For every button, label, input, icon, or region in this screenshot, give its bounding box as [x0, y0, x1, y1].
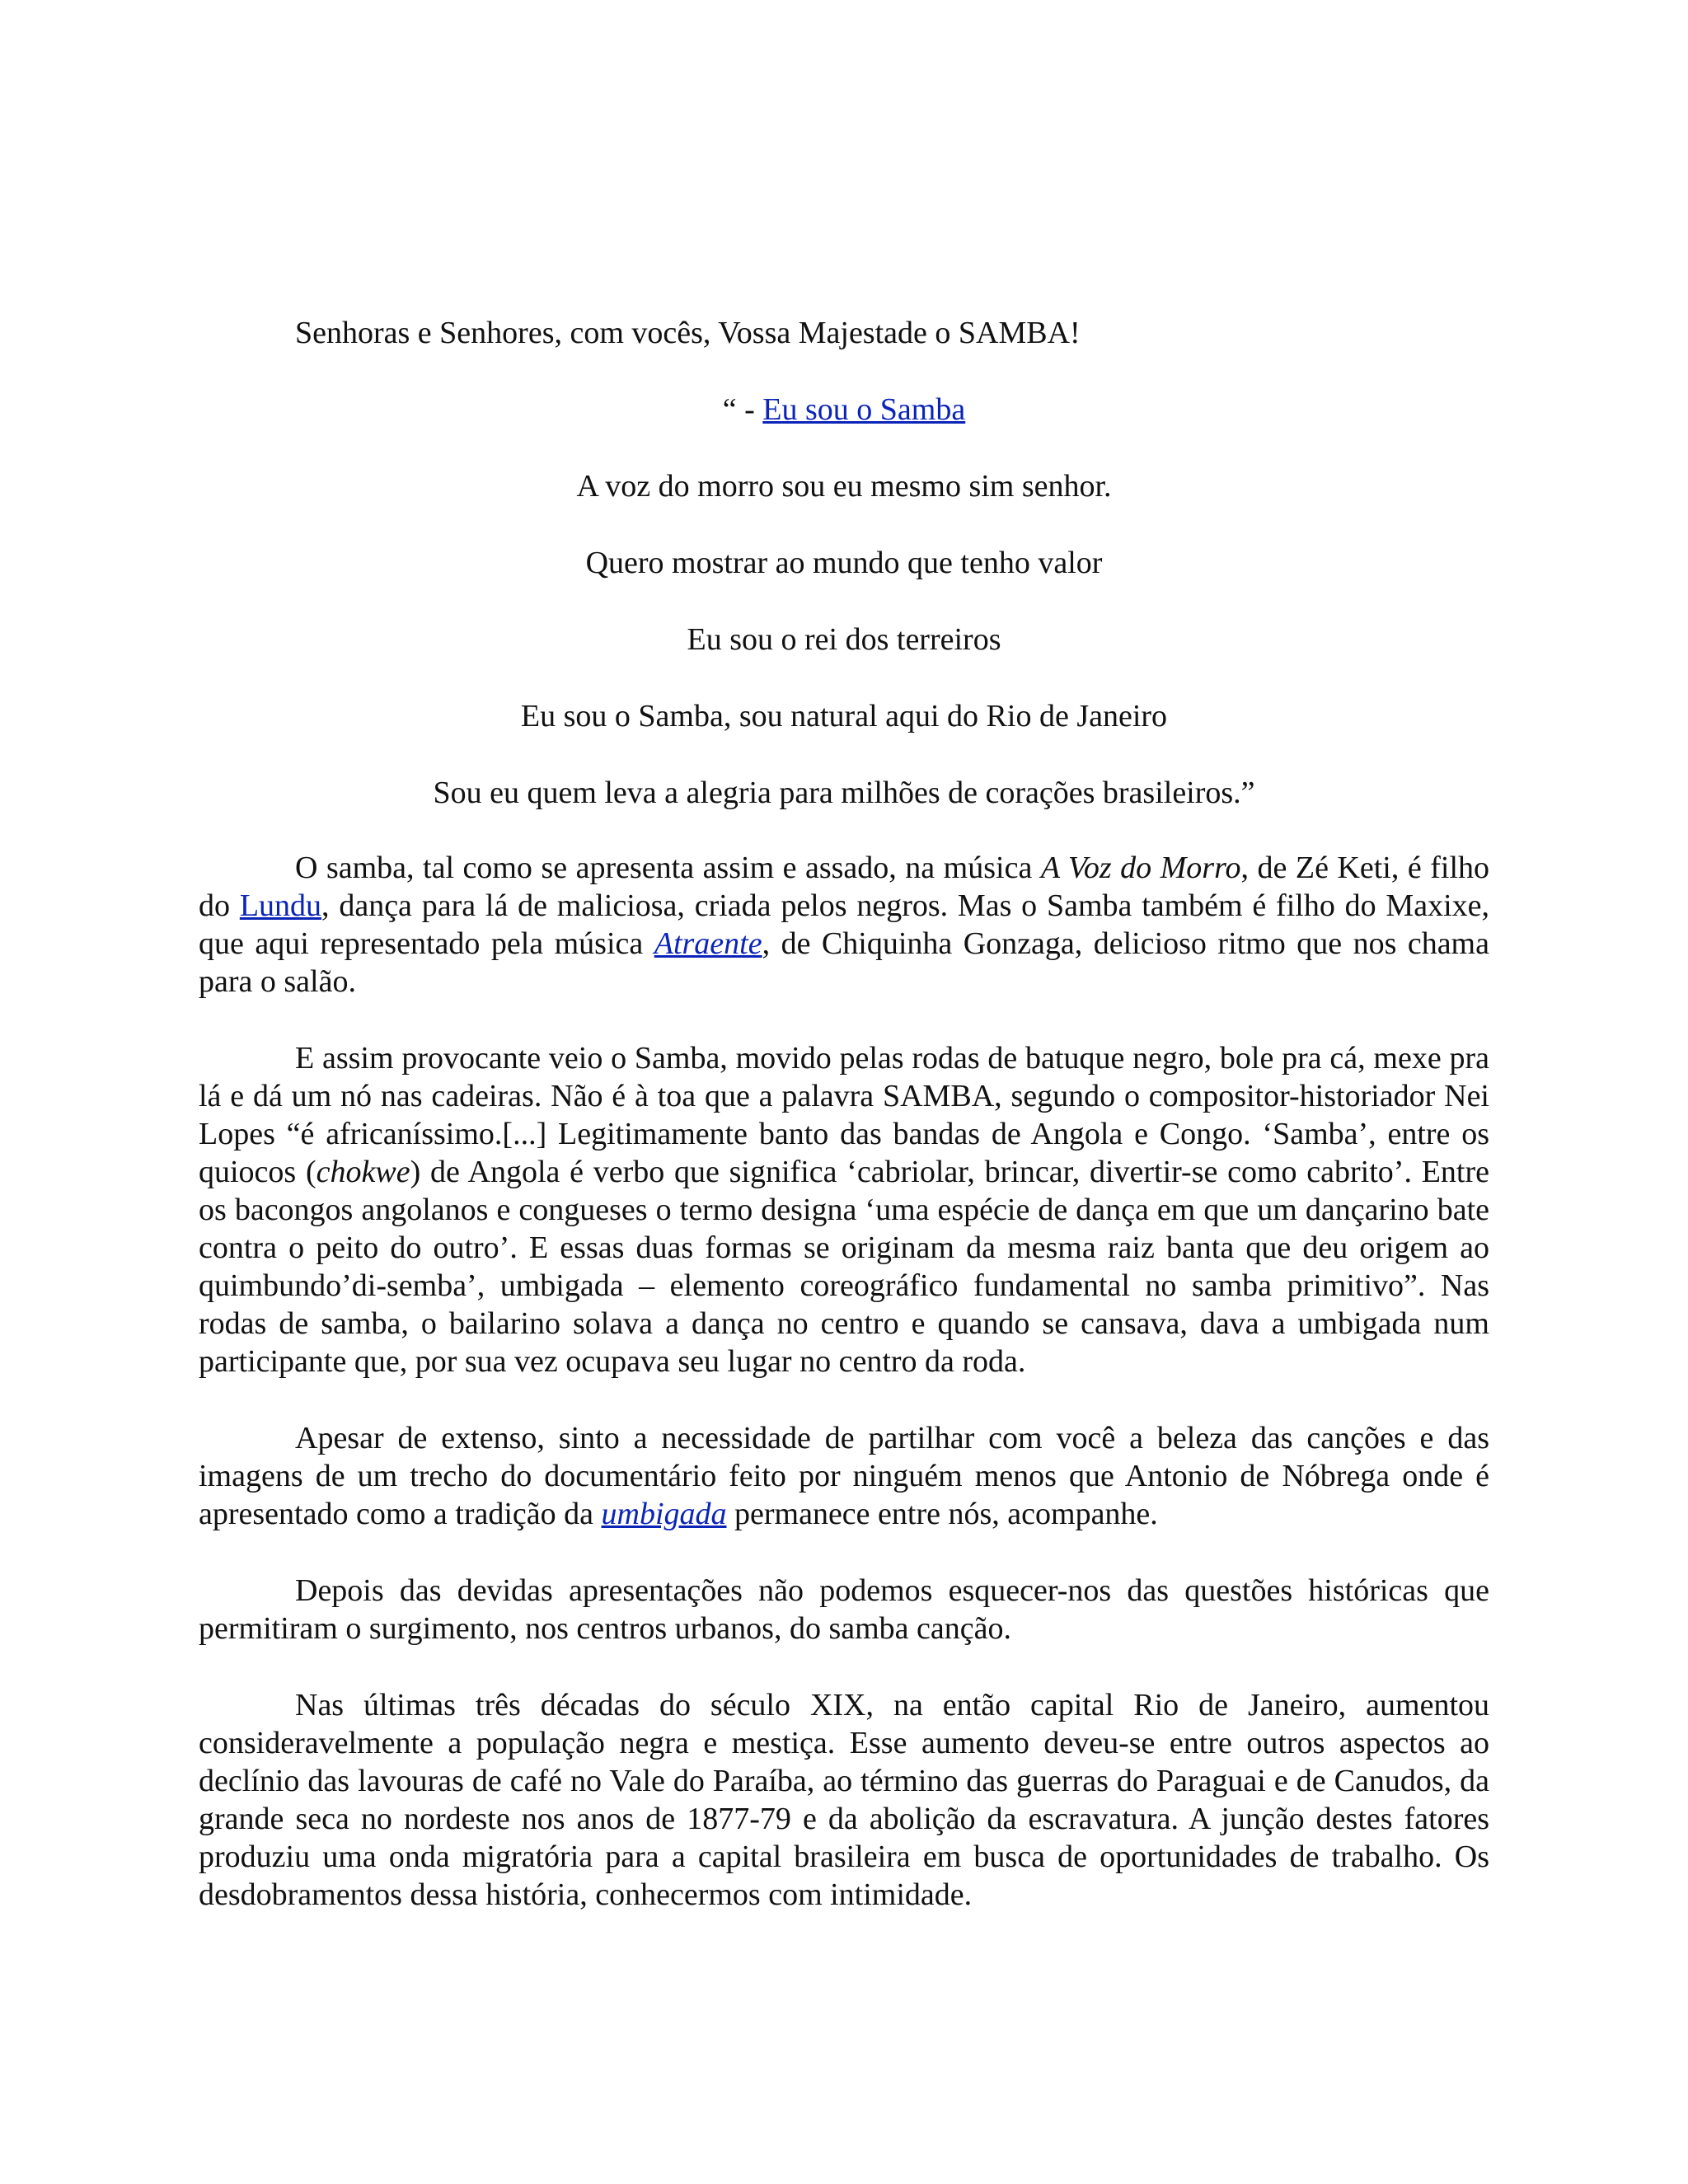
- verse-line: Eu sou o Samba, sou natural aqui do Rio de Janeiro: [520, 699, 1168, 733]
- intro-line: Senhoras e Senhores, com vocês, Vossa Majestade o SAMBA!: [295, 316, 1081, 350]
- paragraph-samba-etymology: [199, 1039, 1489, 1380]
- text-run: permanece entre nós, acompanhe.: [726, 1497, 1158, 1531]
- verse-line: A voz do morro sou eu mesmo sim senhor.: [576, 469, 1112, 504]
- paragraph-samba-origins: [199, 849, 1489, 1001]
- text-run: E assim provocante veio o Samba, movido pelas rodas de batuque negro, bole pra cá, mexe pra lá e dá um nó nas cadeiras. Não é à toa que a palavra SAMBA, segundo o compositor-historiador Nei Lopes “é africaníssimo.[...] Legitimamente banto das bandas de Angola e Congo. ‘Samba’, entre os quiocos (: [199, 1041, 1489, 1189]
- body-text: [199, 849, 1489, 1952]
- text-run: O samba, tal como se apresenta assim e assado, na música: [295, 851, 1041, 885]
- eu-sou-o-samba-link[interactable]: Eu sou o Samba: [762, 392, 966, 427]
- paragraph-rio-history: Nas últimas três décadas do século XIX, na então capital Rio de Janeiro, aumentou consideravelmente a população negra e mestiça. Esse aumento deveu-se entre outros aspectos ao declínio das lavouras de café no Vale do Paraíba, ao término das guerras do Paraguai e de Canudos, da grande seca no nordeste nos anos de 1877-79 e da abolição da escravatura. A junção destes fatores produziu uma onda migratória para a capital brasileira em busca de oportunidades de trabalho. Os desdobramentos dessa história, conhecermos com intimidade.: [199, 1688, 1489, 1912]
- song-title: A Voz do Morro: [1040, 851, 1241, 885]
- verse-opening: [0, 391, 1688, 429]
- verse-line: Sou eu quem leva a alegria para milhões de corações brasileiros.”: [433, 776, 1255, 810]
- verse-line: Eu sou o rei dos terreiros: [687, 622, 1001, 657]
- verse-line: Quero mostrar ao mundo que tenho valor: [585, 546, 1103, 580]
- opening-quote: “ -: [722, 392, 763, 427]
- umbigada-link[interactable]: [602, 1497, 727, 1531]
- text-run: , de Zé Keti, é filho do: [199, 851, 1490, 923]
- lundu-link[interactable]: Lundu: [239, 888, 322, 923]
- umbigada-link-text: umbigada: [601, 1497, 727, 1531]
- text-run: Apesar de extenso, sinto a necessidade de partilhar com você a beleza das canções e das imagens de um trecho do documentário feito por ninguém menos que Antonio de Nóbrega onde é apresentado como a tradição da: [199, 1421, 1489, 1531]
- text-run: , dança para lá de maliciosa, criada pelos negros. Mas o Samba também é filho do Maxixe, que aqui representado pela música: [199, 888, 1490, 961]
- paragraph-umbigada: [199, 1419, 1489, 1533]
- atraente-link[interactable]: [654, 926, 762, 961]
- text-run: , de Chiquinha Gonzaga, delicioso ritmo que nos chama para o salão.: [199, 926, 1489, 999]
- paragraph-historical-questions: Depois das devidas apresentações não podemos esquecer-nos das questões históricas que permitiram o surgimento, nos centros urbanos, do samba canção.: [199, 1573, 1489, 1646]
- text-run: ) de Angola é verbo que significa ‘cabriolar, brincar, divertir-se como cabrito’. Entre os bacongos angolanos e congueses o termo designa ‘uma espécie de dança em que um dançarino bate contra o peito do outro’. E essas duas formas se originam da mesma raiz banta que deu origem ao quimbundo’di-semba’, umbigada – elemento coreográfico fundamental no samba primitivo”. Nas rodas de samba, o bailarino solava a dança no centro e quando se cansava, dava a umbigada num participante que, por sua vez ocupava seu lugar no centro da roda.: [199, 1155, 1489, 1379]
- chokwe-term: chokwe: [316, 1155, 410, 1189]
- atraente-link-text: Atraente: [654, 926, 762, 961]
